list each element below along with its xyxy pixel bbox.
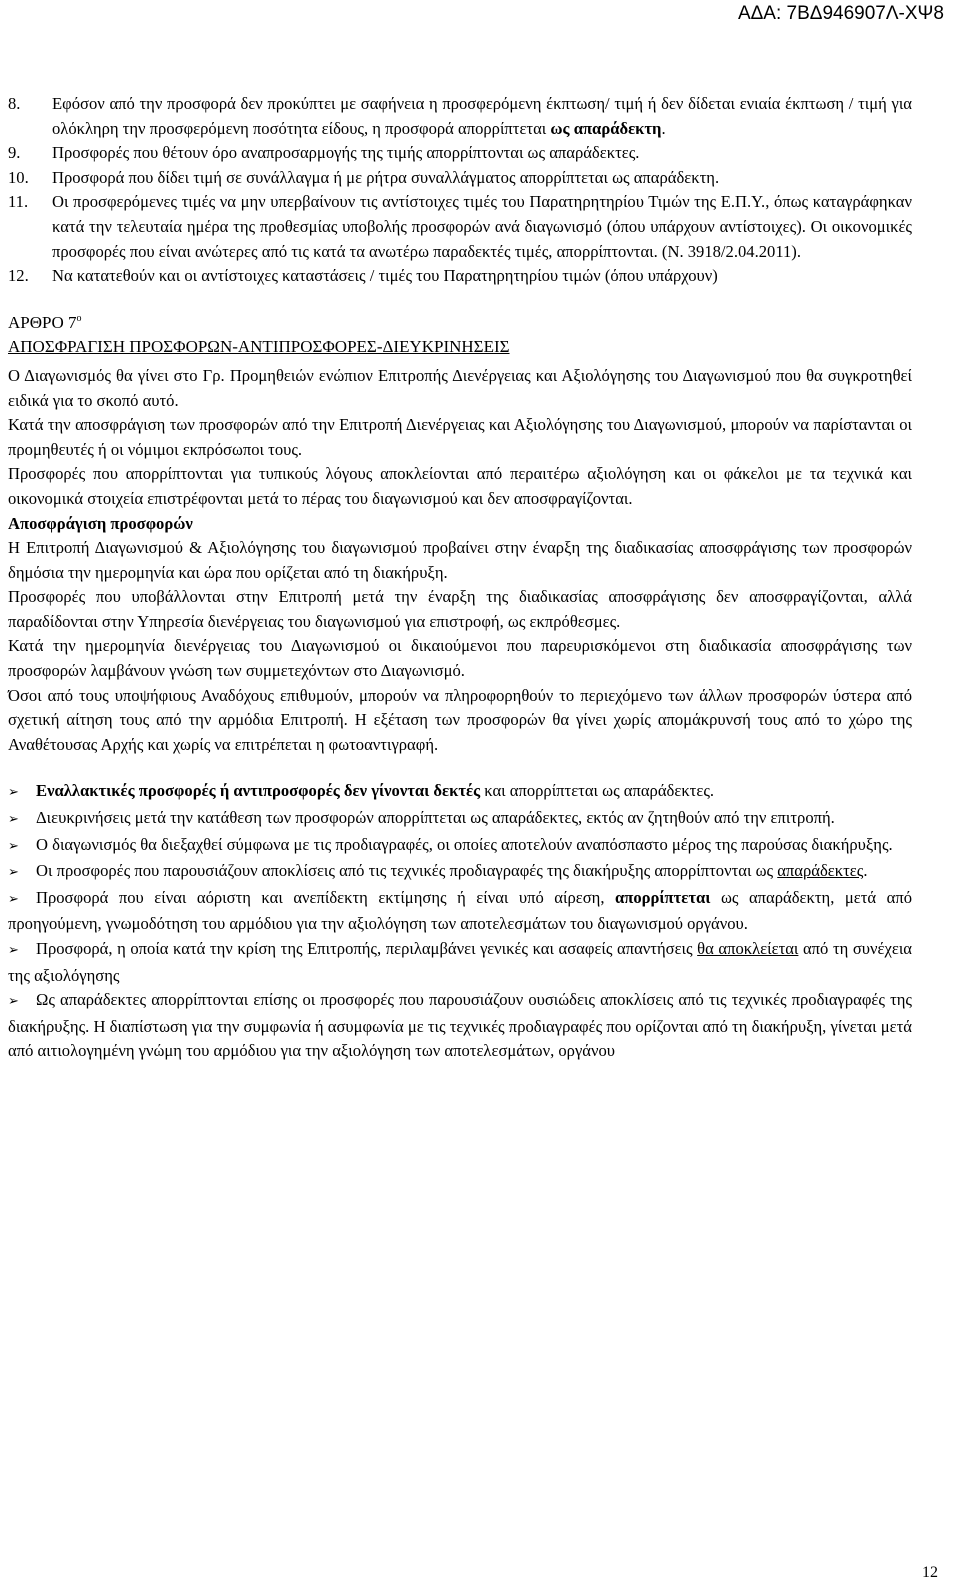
arrow-bullet-icon: ➢ bbox=[8, 785, 19, 801]
section-subheading: Αποσφράγιση προσφορών bbox=[8, 513, 193, 533]
paragraph: Προσφορές που απορρίπτονται για τυπικούς λόγους αποκλείονται από περαιτέρω αξιολόγηση και οι φάκελοι με τα τεχνικά και οικονομικά στοιχεία επιστρέφονται μετά το πέρας του διαγωνισμού και δεν αποσφραγίζονται. bbox=[8, 464, 912, 508]
paragraph: Η Επιτροπή Διαγωνισμού & Αξιολόγησης του διαγωνισμού προβαίνει στην έναρξη της διαδικασίας αποσφράγισης των προσφορών δημόσια την ημερομηνία και ώρα που ορίζεται από τη διακήρυξη. bbox=[8, 538, 912, 582]
spacer bbox=[8, 757, 912, 779]
item-number: 12. bbox=[8, 266, 29, 286]
document-body bbox=[8, 92, 912, 1064]
item-text: Οι προσφερόμενες τιμές να μην υπερβαίνουν τις αντίστοιχες τιμές του Παρατηρητηρίου Τιμών της Ε.Π.Υ., όπως καταγράφηκαν κατά την τελευταία ημέρα της προθεσμίας υποβολής προσφορών ανά διαγωνισμό (όπου υπάρχουν αντίστοιχες). Οι οικονομικές προσφορές που είναι ανώτερες από τις κατά τα ανωτέρω παραδεκτές τιμές, απορρίπτονται. (Ν. 3918/2.04.2011). bbox=[52, 192, 912, 261]
item-number: 10. bbox=[8, 167, 29, 187]
list-item bbox=[8, 141, 912, 166]
bullet-item: ➢ Προσφορά που είναι αόριστη και ανεπίδεκτη εκτίμησης ή είναι υπό αίρεση, απορρίπτεται ως απαράδεκτη, μετά από προηγούμενη, γνωμοδότηση του αρμόδιου για την αξιολόγηση των αποτελεσμάτων του διαγωνισμού οργάνου. bbox=[8, 887, 912, 934]
item-text: Προσφορά που δίδει τιμή σε συνάλλαγμα ή με ρήτρα συναλλάγματος απορρίπτεται ως απαράδεκτη. bbox=[52, 167, 720, 187]
bullet-item: ➢ Ως απαράδεκτες απορρίπτονται επίσης οι προσφορές που παρουσιάζουν ουσιώδεις αποκλίσεις από τις τεχνικές προδιαγραφές της διακήρυξης. Η διαπίστωση για την συμφωνία ή ασυμφωνία με τις τεχνικές προδιαγραφές που ορίζονται από τη διακήρυξη, γίνεται μετά από αιτιολογημένη γνώμη του αρμόδιου για την αξιολόγηση των αποτελεσμάτων, οργάνου bbox=[8, 990, 912, 1061]
page-number: 12 bbox=[922, 1564, 938, 1581]
paragraph: Όσοι από τους υποψήφιους Αναδόχους επιθυμούν, μπορούν να πληροφορηθούν το περιεχόμενο των άλλων προσφορών ύστερα από σχετική αίτηση τους από την αρμόδια Επιτροπή. Η εξέταση των προσφορών θα γίνει χωρίς απομάκρυνσή τους από το χώρο της Αναθέτουσας Αρχής και χωρίς να επιτρέπεται η φωτοαντιγραφή. bbox=[8, 685, 912, 754]
item-text: Να κατατεθούν και οι αντίστοιχες καταστάσεις / τιμές του Παρατηρητηρίου τιμών (όπου υπάρχουν) bbox=[52, 266, 718, 286]
bullet-item: ➢ Διευκρινήσεις μετά την κατάθεση των προσφορών απορρίπτεται ως απαράδεκτες, εκτός αν ζητηθούν από την επιτροπή. bbox=[8, 806, 912, 833]
arrow-bullet-icon: ➢ bbox=[8, 994, 19, 1010]
arrow-bullet-icon: ➢ bbox=[8, 865, 19, 881]
list-item bbox=[8, 264, 912, 289]
list-item bbox=[8, 190, 912, 264]
bullet-item: ➢ Εναλλακτικές προσφορές ή αντιπροσφορές δεν γίνονται δεκτές και απορρίπτεται ως απαράδεκτες. bbox=[8, 779, 912, 806]
article-heading: ΑΡΘΡΟ $7^o$ bbox=[8, 312, 82, 332]
paragraph: Κατά την αποσφράγιση των προσφορών από την Επιτροπή Διενέργειας και Αξιολόγησης του Διαγωνισμού, μπορούν να παρίστανται οι προμηθευτές ή οι νόμιμοι εκπρόσωποι τους. bbox=[8, 415, 912, 459]
item-number: 11. bbox=[8, 192, 29, 212]
article-title: ΑΠΟΣΦΡΑΓΙΣΗ ΠΡΟΣΦΟΡΩΝ-ΑΝΤΙΠΡΟΣΦΟΡΕΣ-ΔΙΕΥΚΡΙΝΗΣΕΙΣ bbox=[8, 337, 510, 357]
spacer bbox=[8, 289, 912, 311]
item-number: 9. bbox=[8, 143, 21, 163]
arrow-bullet-icon: ➢ bbox=[8, 891, 19, 907]
item-number: 8. bbox=[8, 94, 21, 113]
paragraph: Ο Διαγωνισμός θα γίνει στο Γρ. Προμηθειών ενώπιον Επιτροπής Διενέργειας και Αξιολόγησης του Διαγωνισμού που θα συγκροτηθεί ειδικά για το σκοπό αυτό. bbox=[8, 365, 912, 410]
paragraph: Κατά την ημερομηνία διενέργειας του Διαγωνισμού οι δικαιούμενοι που παρευρισκόμενοι στη διαδικασία αποσφράγισης των προσφορών λαμβάνουν γνώση των συμμετεχόντων στο Διαγωνισμό. bbox=[8, 636, 912, 681]
arrow-bullet-icon: ➢ bbox=[8, 812, 19, 828]
ada-code: ΑΔΑ: 7ΒΔ946907Λ-ΧΨ8 bbox=[737, 3, 944, 24]
bullet-item: ➢ Προσφορά, η οποία κατά την κρίση της Επιτροπής, περιλαμβάνει γενικές και ασαφείς απαντήσεις θα αποκλείεται από τη συνέχεια της αξιολόγησης bbox=[8, 939, 912, 985]
item-text: Εφόσον από την προσφορά δεν προκύπτει με σαφήνεια η προσφερόμενη έκπτωση/ τιμή ή δεν δίδεται ενιαία έκπτωση / τιμή για ολόκληρη την προσφερόμενη ποσότητα είδους, η προσφορά απορρίπτεται ως απαράδεκτη. bbox=[52, 94, 912, 138]
bullet-item: ➢ Οι προσφορές που παρουσιάζουν αποκλίσεις από τις τεχνικές προδιαγραφές της διακήρυξης απορρίπτονται ως απαράδεκτες. bbox=[8, 859, 912, 886]
bullet-item: ➢ Ο διαγωνισμός θα διεξαχθεί σύμφωνα με τις προδιαγραφές, οι οποίες αποτελούν αναπόσπαστο μέρος της παρούσας διακήρυξης. bbox=[8, 833, 912, 860]
paragraph: Προσφορές που υποβάλλονται στην Επιτροπή μετά την έναρξη της διαδικασίας αποσφράγισης δεν αποσφραγίζονται, αλλά παραδίδονται στην Υπηρεσία διενέργειας του διαγωνισμού για επιστροφή, ως εκπρόθεσμες. bbox=[8, 587, 912, 631]
item-text: Προσφορές που θέτουν όρο αναπροσαρμογής της τιμής απορρίπτονται ως απαράδεκτες. bbox=[52, 143, 640, 163]
list-item bbox=[8, 166, 912, 191]
list-item bbox=[8, 92, 912, 141]
arrow-bullet-icon: ➢ bbox=[8, 943, 19, 958]
arrow-bullet-icon: ➢ bbox=[8, 838, 19, 854]
